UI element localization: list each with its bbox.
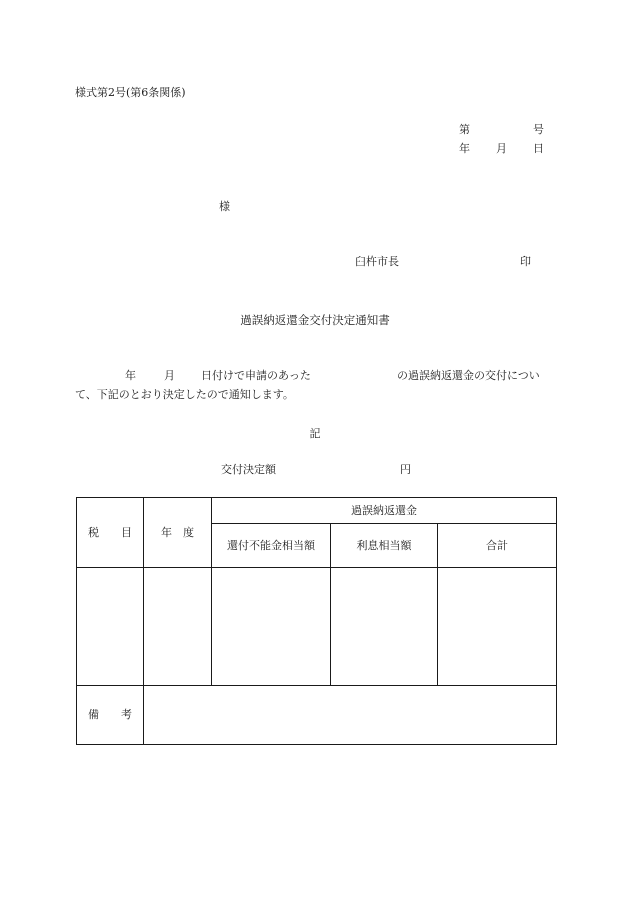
date-month: 月 [496, 142, 507, 155]
body-refund-text: の過誤納返還金の交付につい [397, 369, 540, 382]
tax-item-cell [77, 568, 144, 686]
issuer-seal: 印 [520, 255, 531, 268]
tax-item-header: 税 目 [77, 498, 144, 568]
body-application-text: 日付けで申請のあった [201, 369, 311, 382]
total-header: 合計 [438, 524, 557, 568]
date-day: 日 [533, 142, 544, 155]
ki-heading: 記 [309, 427, 321, 440]
fiscal-year-cell [144, 568, 212, 686]
document-title: 過誤納返還金交付決定通知書 [240, 313, 390, 327]
interest-amount-header: 利息相当額 [331, 524, 438, 568]
doc-number-suffix: 号 [533, 123, 544, 136]
form-number: 様式第2号(第6条関係) [75, 86, 186, 99]
fiscal-year-header: 年 度 [144, 498, 212, 568]
interest-amount-cell [331, 568, 438, 686]
remarks-label: 備 考 [77, 686, 144, 745]
body-year: 年 [125, 369, 136, 382]
unrefundable-amount-cell [212, 568, 331, 686]
remarks-cell [144, 686, 557, 745]
unrefundable-amount-header: 還付不能金相当額 [212, 524, 331, 568]
amount-label: 交付決定額 [221, 463, 276, 476]
date-year: 年 [459, 142, 470, 155]
addressee-suffix: 様 [219, 200, 230, 213]
body-month: 月 [164, 369, 175, 382]
doc-number-prefix: 第 [459, 123, 470, 136]
total-cell [438, 568, 557, 686]
refund-group-header: 過誤納返還金 [212, 498, 557, 524]
amount-unit: 円 [400, 463, 411, 476]
body-decision-text: て、下記のとおり決定したので通知します。 [75, 388, 294, 401]
issuer-title: 臼杵市長 [355, 255, 399, 268]
refund-table [76, 497, 557, 745]
